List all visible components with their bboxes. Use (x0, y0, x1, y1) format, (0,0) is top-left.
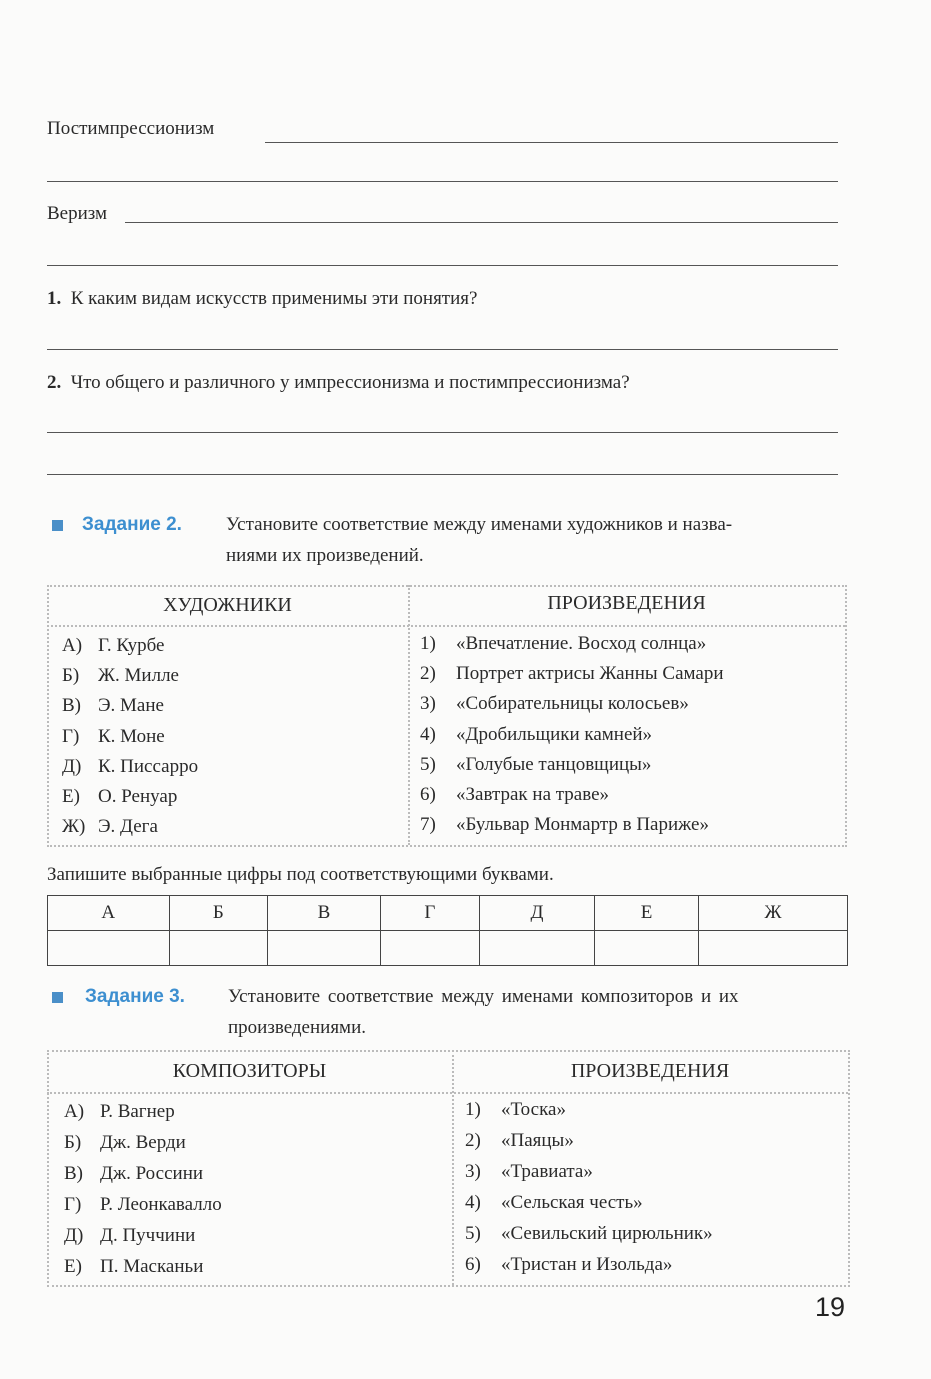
divider (47, 625, 845, 627)
answer-line[interactable] (265, 142, 838, 143)
answer-line[interactable] (47, 181, 838, 182)
item-key: Г) (64, 1194, 82, 1215)
item-key: А) (62, 635, 83, 656)
list-item (62, 726, 165, 748)
item-key: 1) (465, 1099, 481, 1120)
item-name: Д. Пуччини (100, 1225, 196, 1246)
question-text: Что общего и различного у импрессионизма и постимпрессионизма? (70, 372, 630, 393)
item-name: О. Ренуар (98, 786, 178, 807)
item-key: В) (64, 1163, 83, 1184)
list-item (62, 695, 164, 717)
item-key: 3) (465, 1161, 481, 1182)
item-key: 2) (420, 663, 436, 685)
question-1 (47, 288, 477, 310)
answer-line[interactable] (47, 432, 838, 433)
list-item (420, 814, 709, 836)
task-2-text-line1: Установите соответствие между именами художников и назва- (226, 514, 733, 535)
list-item (465, 1223, 713, 1245)
answer-line[interactable] (47, 265, 838, 266)
item-key: Д) (62, 755, 82, 777)
divider (47, 1092, 848, 1094)
answer-header-cell: А (48, 896, 170, 931)
item-name: Э. Мане (98, 695, 164, 717)
item-name: «Сельская честь» (501, 1192, 643, 1213)
works-header: ПРОИЗВЕДЕНИЯ (570, 1060, 730, 1082)
answer-header-cell: Д (479, 896, 594, 931)
item-key: Б) (64, 1132, 82, 1153)
list-item (64, 1194, 222, 1216)
answer-table (47, 895, 848, 966)
list-item (64, 1132, 186, 1154)
divider (408, 585, 410, 845)
task-3-text-line1: Установите соответствие между именами композиторов и их (228, 986, 739, 1007)
answer-input-cell[interactable] (48, 931, 170, 966)
answer-line[interactable] (47, 474, 838, 475)
artists-header: ХУДОЖНИКИ (163, 594, 292, 616)
list-item (64, 1101, 175, 1123)
term-label: Постимпрессионизм (47, 118, 215, 139)
task-2-label: Задание 2. (82, 514, 182, 535)
item-name: «Впечатление. Восход солнца» (456, 633, 707, 654)
item-name: «Севильский цирюльник» (501, 1223, 713, 1244)
item-key: Д) (64, 1225, 84, 1246)
item-key: 7) (420, 814, 436, 836)
answer-line[interactable] (47, 349, 838, 350)
list-item (465, 1254, 672, 1276)
item-name: «Тристан и Изольда» (501, 1254, 673, 1275)
item-key: В) (62, 695, 81, 717)
answer-input-cell[interactable] (169, 931, 267, 966)
works-header: ПРОИЗВЕДЕНИЯ (547, 592, 706, 614)
item-key: 4) (420, 723, 436, 745)
item-name: К. Писсарро (98, 755, 199, 777)
item-name: «Дробильщики камней» (456, 723, 653, 745)
item-key: 6) (420, 784, 436, 805)
item-key: 4) (465, 1192, 481, 1213)
item-name: К. Моне (98, 725, 165, 747)
answer-header-cell: Г (380, 896, 479, 931)
item-key: А) (64, 1101, 85, 1122)
item-name: Э. Дега (98, 816, 158, 838)
item-name: Г. Курбе (98, 635, 165, 656)
answer-input-cell[interactable] (479, 931, 594, 966)
answer-header-cell: Ж (699, 896, 848, 931)
item-key: 2) (465, 1130, 481, 1151)
term-label: Веризм (47, 203, 108, 224)
list-item (62, 756, 198, 778)
item-name: «Завтрак на траве» (456, 784, 610, 805)
question-number: 1. (47, 288, 62, 309)
list-item (420, 693, 689, 715)
list-item (420, 663, 724, 685)
answer-input-cell[interactable] (595, 931, 699, 966)
task-square-icon (52, 520, 63, 531)
item-name: Р. Леонкавалло (100, 1194, 222, 1215)
task-2-text-line2: ниями их произведений. (226, 545, 424, 566)
list-item (465, 1161, 593, 1183)
instruction: Запишите выбранные цифры под соответствующими буквами. (47, 864, 554, 885)
item-key: Е) (62, 786, 80, 807)
question-2 (47, 372, 630, 394)
item-name: «Бульвар Монмартр в Париже» (456, 814, 709, 836)
divider (452, 1050, 454, 1285)
item-name: «Тоска» (501, 1099, 566, 1120)
list-item (420, 784, 609, 806)
composers-header: КОМПОЗИТОРЫ (172, 1060, 327, 1082)
answer-input-cell[interactable] (267, 931, 380, 966)
list-item (62, 816, 158, 838)
item-name: Р. Вагнер (100, 1101, 175, 1122)
item-name: «Голубые танцовщицы» (456, 753, 652, 775)
item-name: Портрет актрисы Жанны Самари (456, 663, 724, 685)
list-item (420, 633, 706, 655)
task-3-text-line2: произведениями. (228, 1017, 367, 1038)
list-item (64, 1256, 203, 1278)
item-name: П. Масканьи (100, 1256, 204, 1277)
item-name: «Паяцы» (501, 1130, 574, 1151)
question-text: К каким видам искусств применимы эти понятия? (70, 288, 478, 309)
page-number: 19 (815, 1292, 846, 1322)
answer-header-cell: В (267, 896, 380, 931)
item-name: Дж. Верди (100, 1132, 186, 1153)
list-item (420, 724, 652, 746)
answer-line[interactable] (125, 222, 838, 223)
item-key: Б) (62, 665, 80, 687)
item-name: Дж. Россини (100, 1163, 204, 1184)
task-square-icon (52, 992, 63, 1003)
item-key: 6) (465, 1254, 481, 1275)
list-item (64, 1163, 203, 1185)
item-key: 5) (465, 1223, 481, 1244)
list-item (465, 1130, 574, 1152)
list-item (62, 635, 164, 657)
list-item (420, 754, 651, 776)
item-key: Е) (64, 1256, 82, 1277)
item-key: 5) (420, 753, 436, 775)
question-number: 2. (47, 372, 62, 393)
task-3-label: Задание 3. (85, 986, 185, 1007)
answer-input-cell[interactable] (380, 931, 479, 966)
list-item (64, 1225, 195, 1247)
item-name: «Травиата» (501, 1161, 593, 1182)
list-item (465, 1192, 643, 1214)
answer-header-cell: Е (595, 896, 699, 931)
item-key: Г) (62, 725, 80, 747)
list-item (62, 786, 177, 808)
answer-header-cell: Б (169, 896, 267, 931)
item-name: Ж. Милле (98, 665, 179, 687)
answer-input-cell[interactable] (699, 931, 848, 966)
list-item (465, 1099, 566, 1121)
item-key: 1) (420, 633, 436, 654)
item-key: Ж) (62, 816, 86, 838)
item-name: «Собирательницы колосьев» (456, 693, 689, 715)
list-item (62, 665, 179, 687)
item-key: 3) (420, 693, 436, 715)
